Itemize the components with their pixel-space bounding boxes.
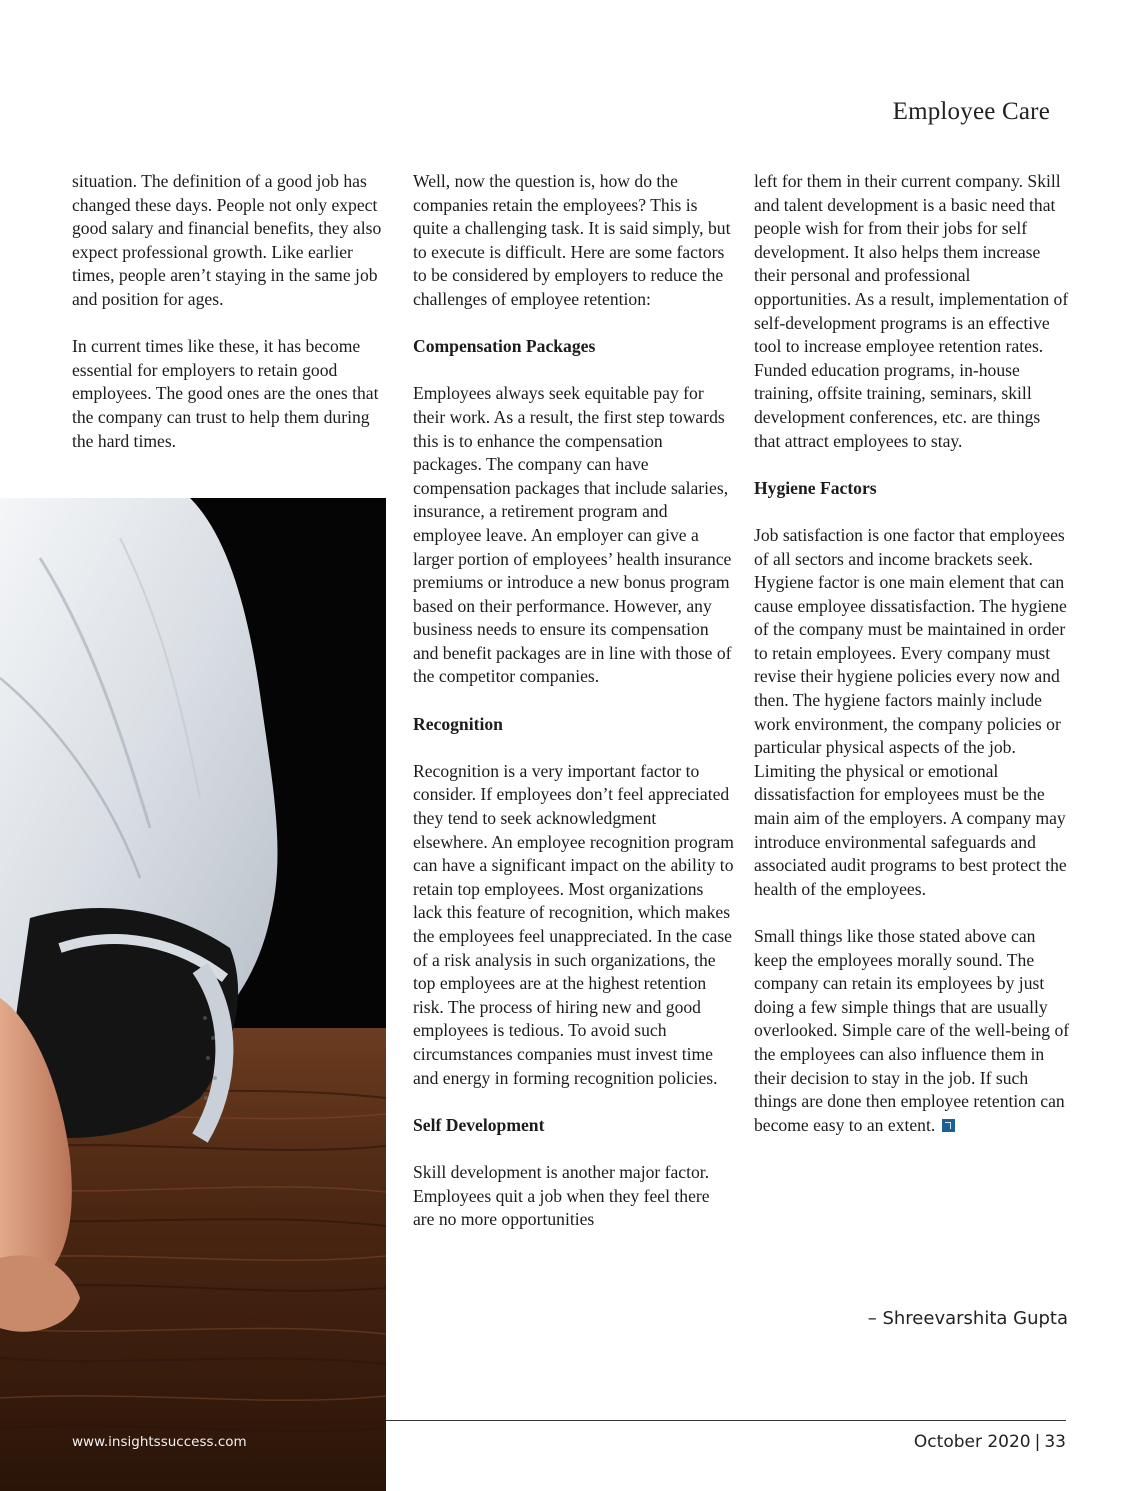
article-column-2 (413, 170, 735, 1255)
section-label: Employee Care (892, 98, 1050, 125)
article-column-3 (754, 170, 1070, 1161)
closing-text: Small things like those stated above can keep the employees morally sound. The company can retain its employees by just doing a few simple things that are usually overlooked. Simple care of the well-being of the employees can also influence them in their decision to stay in the job. If such things are done then employee retention can become easy to an extent. (754, 926, 1070, 1135)
paragraph: left for them in their current company. Skill and talent development is a basic need that people wish for from their jobs for self development. It also helps them increase their personal and professional opportunities. As a result, implementation of self-development programs is an effective tool to increase employee retention rates. Funded education programs, in-house training, offsite training, seminars, skill development conferences, etc. are things that attract employees to stay. (754, 171, 1069, 451)
article-photo (0, 498, 386, 1491)
author-byline: – Shreevarshita Gupta (867, 1308, 1068, 1329)
end-mark-icon (942, 1119, 955, 1132)
paragraph: Recognition is a very important factor to consider. If employees don’t feel appreciated they tend to seek acknowledgment elsewhere. An employee recognition program can have a significant impact on the ability to retain top employees. Most organizations lack this feature of recognition, which makes the employees feel unappreciated. In the case of a risk analysis in such organizations, the top employees are at the highest retention risk. The process of hiring new and good employees is tedious. To avoid such circumstances companies must invest time and energy in forming recognition policies. (413, 760, 734, 1088)
closing-paragraph (754, 925, 1070, 1137)
footer-page-info (914, 1432, 1066, 1452)
paragraph: Well, now the question is, how do the companies retain the employees? This is quite a challenging task. It is said simply, but to execute is difficult. Here are some factors to be considered by employers to reduce the challenges of employee retention: (413, 171, 731, 309)
subheading-hygiene: Hygiene Factors (754, 477, 877, 498)
article-column-1 (72, 170, 388, 477)
subheading-self-development: Self Development (413, 1114, 545, 1135)
paragraph: Skill development is another major factor. Employees quit a job when they feel there are no more opportunities (413, 1161, 710, 1230)
paragraph: Job satisfaction is one factor that employees of all sectors and income brackets seek. Hygiene factor is one main element that can cause employee dissatisfaction. The hygiene of the company must be maintained in order to retain employees. Every company must revise their hygiene policies every now and then. The hygiene factors mainly include work environment, the company policies or particular physical aspects of the job. Limiting the physical or emotional dissatisfaction for employees must be the main aim of the employers. A company may introduce environmental safeguards and associated audit programs to best protect the health of the employees. (754, 524, 1067, 899)
page-number: 33 (1044, 1432, 1066, 1452)
paragraph: Employees always seek equitable pay for their work. As a result, the first step towards this is to enhance the compensation packages. The company can have compensation packages that include salaries, insurance, a retirement program and employee leave. An employer can give a larger portion of employees’ health insurance premiums or introduce a new bonus program based on their performance. However, any business needs to ensure its compensation and benefit packages are in line with those of the competitor companies. (413, 383, 732, 687)
subheading-compensation: Compensation Packages (413, 336, 596, 357)
footer-separator: | (1034, 1432, 1041, 1452)
paragraph: situation. The definition of a good job has changed these days. People not only expect good salary and financial benefits, they also expect professional growth. Like earlier times, people aren’t staying in the same job and position for ages. (72, 171, 382, 309)
photo-illustration (0, 498, 386, 1491)
subheading-recognition: Recognition (413, 713, 503, 734)
footer-rule (386, 1420, 1066, 1421)
footer-website: www.insightssuccess.com (72, 1434, 247, 1450)
paragraph: In current times like these, it has become essential for employers to retain good employees. The good ones are the ones that the company can trust to help them during the hard times. (72, 336, 379, 451)
issue-date: October 2020 (913, 1432, 1031, 1452)
